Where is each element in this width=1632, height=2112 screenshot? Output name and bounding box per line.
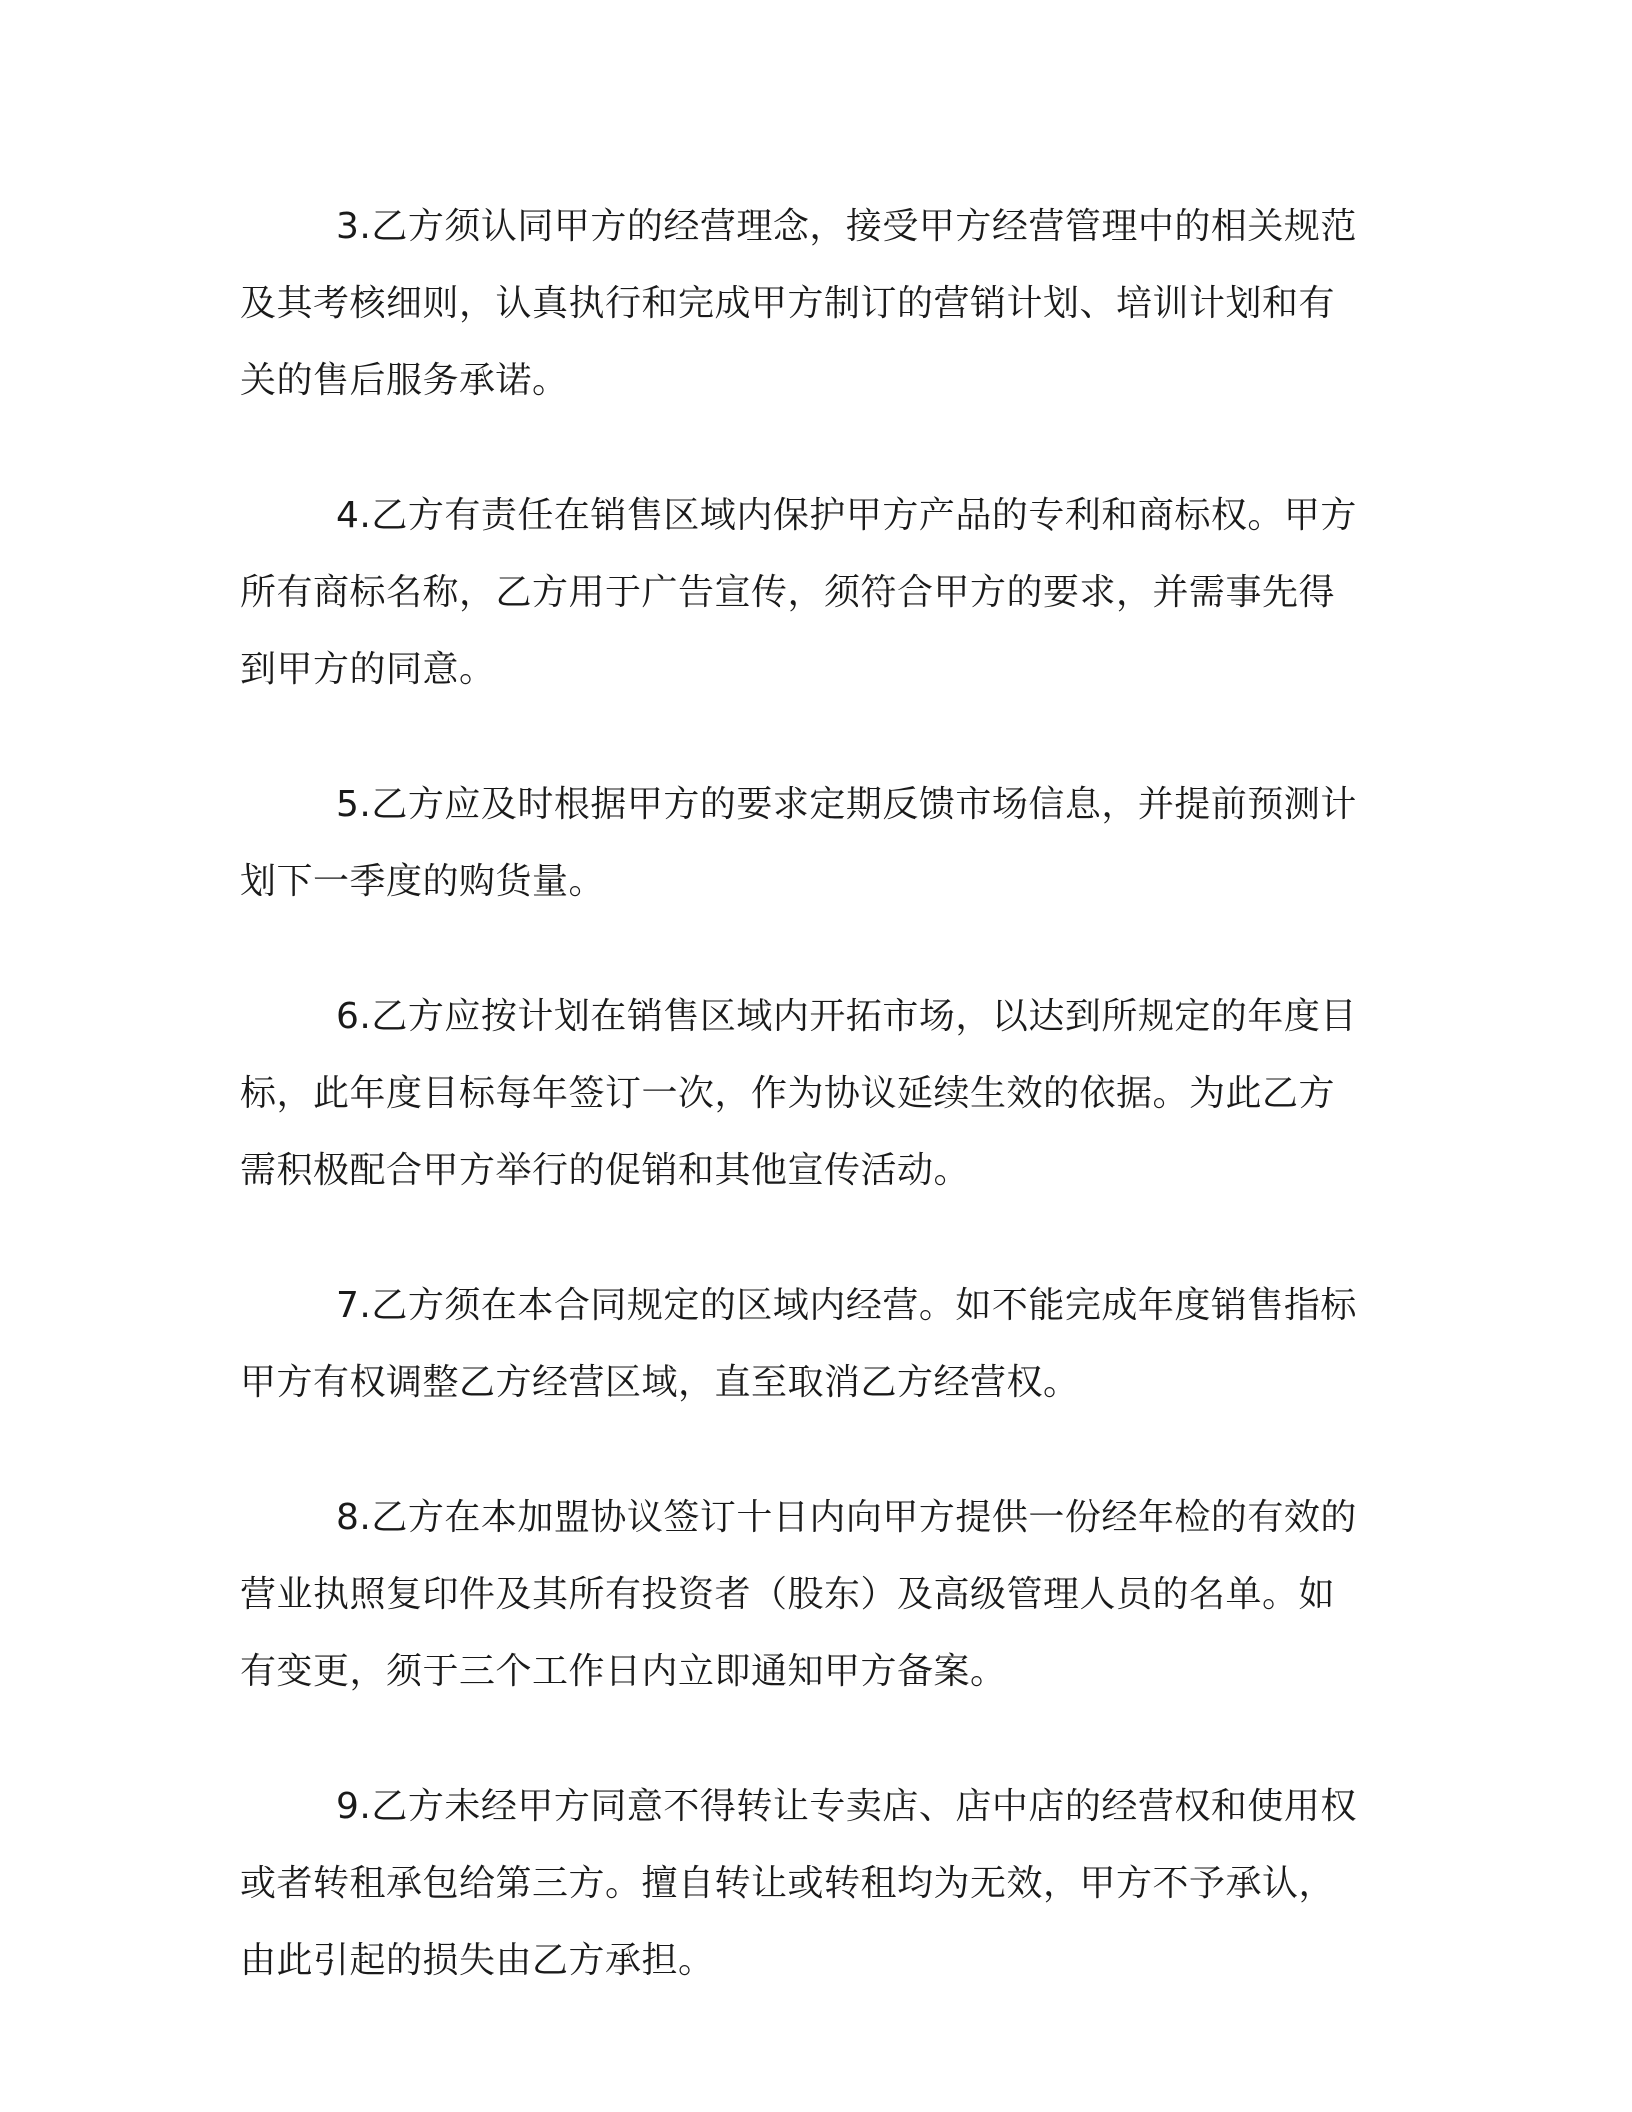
clause-7-line-2: 甲方有权调整乙方经营区域，直至取消乙方经营权。 — [240, 1362, 1080, 1403]
clause-7 — [240, 1267, 1370, 1421]
clause-3-line-1: 3.乙方须认同甲方的经营理念，接受甲方经营管理中的相关规范 — [336, 206, 1357, 247]
clause-9-line-2: 或者转租承包给第三方。擅自转让或转租均为无效，甲方不予承认， — [240, 1863, 1336, 1904]
clause-5-line-2: 划下一季度的购货量。 — [240, 861, 606, 902]
clause-7-line-1: 7.乙方须在本合同规定的区域内经营。如不能完成年度销售指标 — [336, 1285, 1357, 1326]
clause-3-line-2: 及其考核细则，认真执行和完成甲方制订的营销计划、培训计划和有 — [240, 283, 1336, 324]
clause-6-line-3: 需积极配合甲方举行的促销和其他宣传活动。 — [240, 1150, 971, 1191]
clause-8-line-3: 有变更，须于三个工作日内立即通知甲方备案。 — [240, 1651, 1007, 1692]
document-body — [240, 188, 1370, 2057]
clause-6-line-2: 标，此年度目标每年签订一次，作为协议延续生效的依据。为此乙方 — [240, 1073, 1336, 1114]
clause-6 — [240, 978, 1370, 1209]
clause-4-line-2: 所有商标名称，乙方用于广告宣传，须符合甲方的要求，并需事先得 — [240, 572, 1336, 613]
clause-8-line-2: 营业执照复印件及其所有投资者（股东）及高级管理人员的名单。如 — [240, 1574, 1336, 1615]
clause-3 — [240, 188, 1370, 419]
clause-9-line-1: 9.乙方未经甲方同意不得转让专卖店、店中店的经营权和使用权 — [336, 1786, 1357, 1827]
clause-9 — [240, 1768, 1370, 1999]
clause-4-line-1: 4.乙方有责任在销售区域内保护甲方产品的专利和商标权。甲方 — [336, 495, 1357, 536]
clause-8 — [240, 1479, 1370, 1710]
clause-9-line-3: 由此引起的损失由乙方承担。 — [240, 1940, 715, 1981]
clause-5 — [240, 766, 1370, 920]
clause-4 — [240, 477, 1370, 708]
clause-8-line-1: 8.乙方在本加盟协议签订十日内向甲方提供一份经年检的有效的 — [336, 1497, 1357, 1538]
clause-3-line-3: 关的售后服务承诺。 — [240, 360, 569, 401]
clause-5-line-1: 5.乙方应及时根据甲方的要求定期反馈市场信息，并提前预测计 — [336, 784, 1357, 825]
clause-4-line-3: 到甲方的同意。 — [240, 649, 496, 690]
clause-6-line-1: 6.乙方应按计划在销售区域内开拓市场，以达到所规定的年度目 — [336, 996, 1357, 1037]
